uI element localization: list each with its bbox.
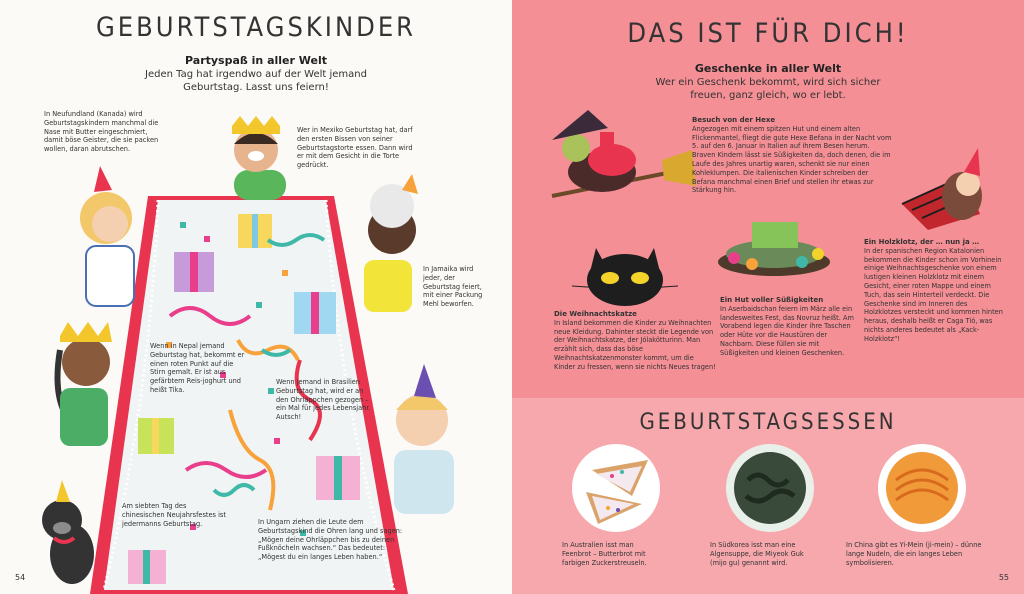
- caption-nepal: Wenn in Nepal jemand Geburtstag hat, bekommt er einen roten Punkt auf die Stirn gemalt. Er ist aus gefärbtem Reis-joghurt und heißt Tika.: [150, 342, 245, 394]
- caption-hungary: In Ungarn ziehen die Leute dem Geburtstagskind die Ohren lang und sagen: „Mögen deine Ohrläppchen bis zu deinen Fußknöcheln wachsen.“ Das bedeutet: „Mögest du ein langes Leben haben.“: [258, 518, 403, 562]
- section-log-heading: Ein Holzklotz, der … nun ja …: [864, 238, 980, 246]
- right-subtitle: Geschenke in aller Welt: [694, 62, 842, 75]
- section-log: [864, 238, 1006, 344]
- page-number-left: 54: [15, 573, 26, 582]
- right-page: [512, 0, 1024, 594]
- food-caption-korea: In Südkorea isst man eine Algensuppe, die Miyeok Guk (mijo gu) genannt wird.: [710, 541, 804, 567]
- section-log-body: In der spanischen Region Katalonien bekommen die Kinder schon im Vorhinein einige Weihnachtsgeschenke von einem lustigen kleinen Holzklotz mit einem Gesicht, einer roten Mappe und einem Tuch, das sein Hinterteil verdeckt. Die Geschenke sind im Inneren des Holzklotzes versteckt und kommen hinten heraus, deshalb heißt er Caga Tió, was nichts anderes bedeutet als „Kack-Holzklotz“!: [864, 246, 1003, 343]
- food-title: GEBURTSTAGSESSEN: [639, 410, 897, 435]
- caption-china: Am siebten Tag des chinesischen Neujahrsfestes ist jedermanns Geburtstag.: [122, 502, 226, 528]
- section-cat-body: In Island bekommen die Kinder zu Weihnachten neue Kleidung. Dahinter steckt die Legende von der Weihnachtskatze, der Jólakötturinn. Man erzählt sich, dass das böse Weihnachtskatzenmonster kommt, um die Kinder zu fressen, wenn sie nichts Neues tragen!: [554, 318, 716, 371]
- right-title: DAS IST FÜR DICH!: [627, 18, 909, 49]
- section-hat-body: In Aserbaidschan feiern im März alle ein landesweites Fest, das Novruz heißt. Am Vorabend legen die Kinder ihre Taschen oder Hüte vor die Haustüren der Nachbarn. Diese füllen sie mit Süßigkeiten und kleinen Geschenken.: [720, 304, 854, 357]
- food-caption-australia: In Australien isst man Feenbrot – Butterbrot mit farbigen Zuckerstreuseln.: [562, 541, 647, 567]
- caption-newfoundland: In Neufundland (Kanada) wird Geburtstagskindern manchmal die Nase mit Butter eingeschmiert, damit böse Geister, die sie packen wollen, daran abrutschen.: [44, 110, 159, 154]
- caption-jamaica: In Jamaika wird jeder, der Geburtstag feiert, mit einer Packung Mehl beworfen.: [423, 265, 483, 309]
- section-cat: [554, 310, 716, 372]
- section-cat-heading: Die Weihnachtskatze: [554, 310, 637, 318]
- left-subtitle: Partyspaß in aller Welt: [185, 54, 327, 67]
- party-table-illustration: [0, 110, 512, 594]
- page-number-right: 55: [998, 573, 1009, 582]
- food-plates: [512, 440, 1024, 540]
- left-intro: Jeden Tag hat irgendwo auf der Welt jemand Geburtstag. Lasst uns feiern!: [145, 69, 367, 93]
- caption-brazil: Wenn jemand in Brasilien Geburtstag hat, wird er an den Ohrläppchen gezogen – ein Mal für jedes Lebensjahr. Autsch!: [276, 378, 371, 422]
- section-witch-body: Angezogen mit einem spitzen Hut und einem alten Flickenmantel, fliegt die gute Hexe Befana in der Nacht vom 5. auf den 6. Januar in Italien auf ihrem Besen herum. Braven Kindern lässt sie Süßigkeiten da, doch denen, die im Laufe des Jahres unartig waren, schenkt sie nur einen Kohleklumpen. Die italienischen Kinder schreiben der Befana manchmal einen Brief und stellen ihr etwas zur Stärkung hin.: [692, 124, 892, 195]
- caption-mexico: Wer in Mexiko Geburtstag hat, darf den ersten Bissen von seiner Geburtstagstorte essen. Dann wird er mit dem Gesicht in die Torte gedrückt.: [297, 126, 413, 170]
- food-caption-china: In China gibt es Yi-Mein (ji-mein) – dünne lange Nudeln, die ein langes Leben symbolisieren.: [846, 541, 982, 567]
- section-hat: [720, 296, 856, 358]
- section-witch-heading: Besuch von der Hexe: [692, 116, 776, 124]
- section-witch: [692, 116, 892, 195]
- right-intro: Wer ein Geschenk bekommt, wird sich sicher freuen, ganz gleich, wo er lebt.: [655, 77, 881, 101]
- left-title: GEBURTSTAGSKINDER: [95, 12, 417, 43]
- section-hat-heading: Ein Hut voller Süßigkeiten: [720, 296, 824, 304]
